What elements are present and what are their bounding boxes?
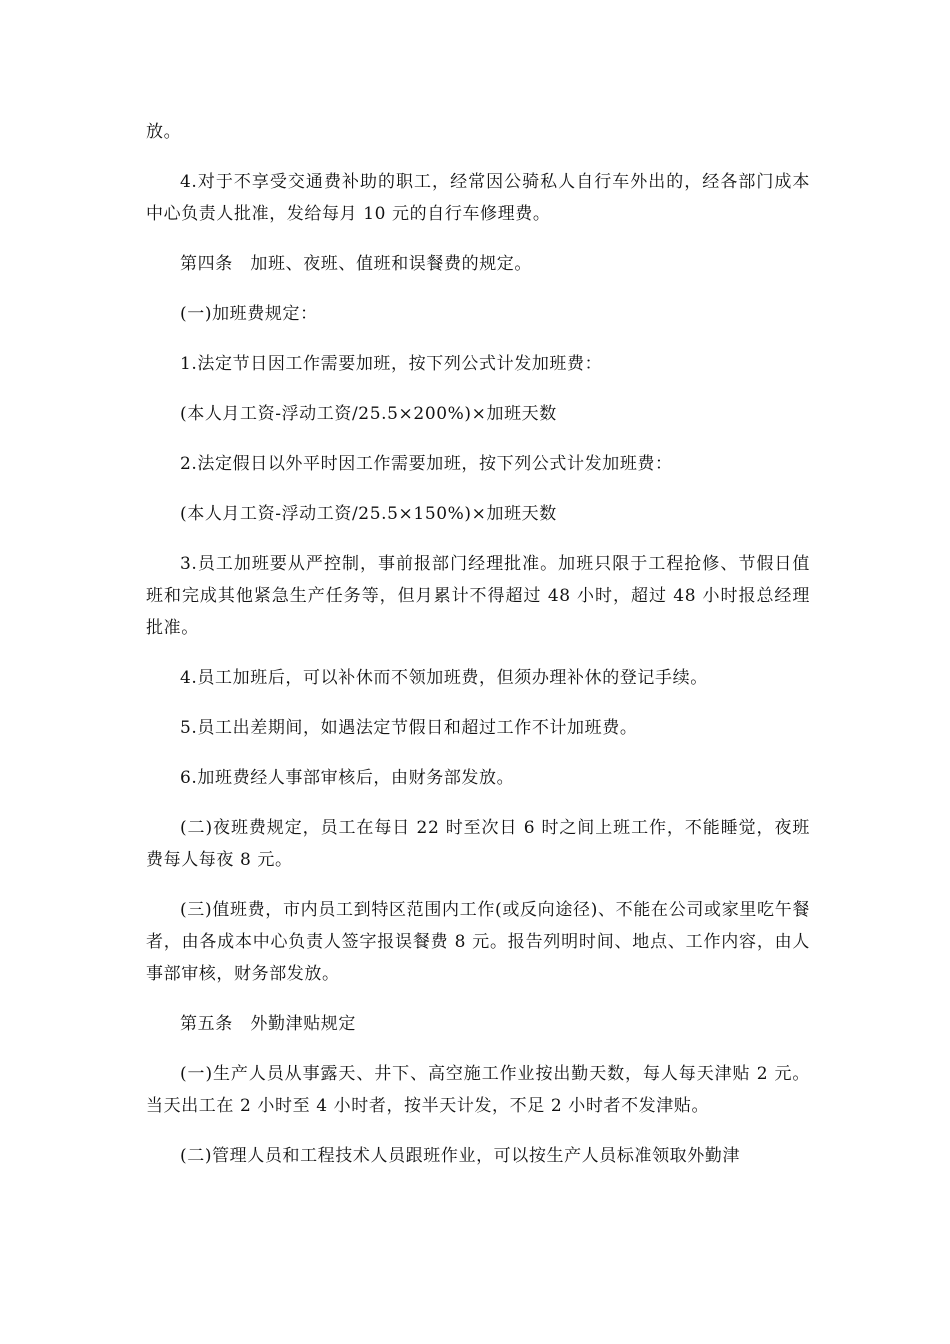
paragraph-continuation: 放。 bbox=[146, 122, 182, 142]
formula-holiday-overtime: (本人月工资-浮动工资/25.5×200%)×加班天数 bbox=[180, 404, 557, 424]
paragraph-duty-fee: (三)值班费，市内员工到特区范围内工作(或反向途径)、不能在公司或家里吃午餐者，由各成本中心负责人签字报误餐费 8 元。报告列明时间、地点、工作内容，由人事部审核，财务部发放。 bbox=[146, 900, 810, 984]
article-five-heading: 第五条 外勤津贴规定 bbox=[180, 1014, 356, 1034]
overtime-section-heading: (一)加班费规定： bbox=[180, 304, 318, 324]
document-body bbox=[146, 116, 810, 1190]
article-four-heading: 第四条 加班、夜班、值班和误餐费的规定。 bbox=[180, 254, 532, 274]
paragraph-holiday-overtime: 1.法定节日因工作需要加班，按下列公式计发加班费： bbox=[180, 354, 603, 374]
paragraph-night-shift-fee: (二)夜班费规定，员工在每日 22 时至次日 6 时之间上班工作，不能睡觉，夜班费每人每夜 8 元。 bbox=[146, 818, 810, 870]
paragraph-compensatory-leave: 4.员工加班后，可以补休而不领加班费，但须办理补休的登记手续。 bbox=[180, 668, 708, 688]
paragraph-overtime-payment: 6.加班费经人事部审核后，由财务部发放。 bbox=[180, 768, 515, 788]
paragraph-overtime-control: 3.员工加班要从严控制，事前报部门经理批准。加班只限于工程抢修、节假日值班和完成其他紧急生产任务等，但月累计不得超过 48 小时，超过 48 小时报总经理批准。 bbox=[146, 554, 810, 638]
paragraph-bicycle-repair-fee: 4.对于不享受交通费补助的职工，经常因公骑私人自行车外出的，经各部门成本中心负责人批准，发给每月 10 元的自行车修理费。 bbox=[146, 172, 810, 224]
paragraph-field-allowance-management: (二)管理人员和工程技术人员跟班作业，可以按生产人员标准领取外勤津 bbox=[180, 1146, 741, 1166]
formula-regular-overtime: (本人月工资-浮动工资/25.5×150%)×加班天数 bbox=[180, 504, 557, 524]
paragraph-field-allowance-production: (一)生产人员从事露天、井下、高空施工作业按出勤天数，每人每天津贴 2 元。当天出工在 2 小时至 4 小时者，按半天计发，不足 2 小时者不发津贴。 bbox=[146, 1064, 810, 1116]
paragraph-regular-overtime: 2.法定假日以外平时因工作需要加班，按下列公式计发加班费： bbox=[180, 454, 673, 474]
paragraph-business-trip: 5.员工出差期间，如遇法定节假日和超过工作不计加班费。 bbox=[180, 718, 638, 738]
